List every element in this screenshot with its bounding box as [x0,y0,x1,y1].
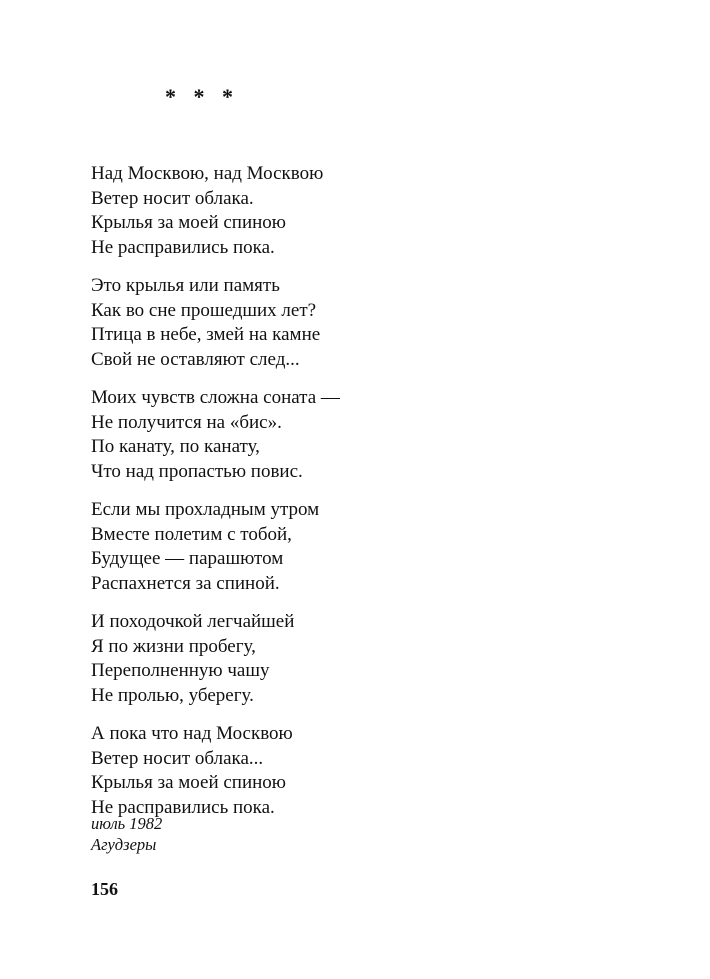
stanza-6 [91,722,651,820]
poem-line: Что над пропастью повис. [91,460,303,482]
poem-line: Крылья за моей спиною [91,772,287,793]
poem [91,162,651,834]
poem-line: Если мы прохладным утром [91,499,320,520]
page-number: 156 [91,879,118,899]
poem-line: Будущее — парашютом [91,548,284,569]
poem-line: Не расправились пока. [91,796,275,818]
poem-line: Ветер носит облака. [91,187,254,209]
poem-line: Не получится на «бис». [91,411,282,433]
poem-line: Не расправились пока. [91,236,275,258]
stanza-3 [91,386,651,484]
poem-line: А пока что над Москвою [91,723,293,744]
stanza-5 [91,610,651,708]
poem-line: Переполненную чашу [91,660,270,681]
poem-line: Это крылья или память [91,275,280,296]
poem-line: И походочкой легчайшей [91,611,295,632]
poem-line: Как во сне прошедших лет? [91,299,317,321]
stanza-2 [91,274,651,372]
stanza-1 [91,162,651,260]
signature-place: Агудзеры [91,835,157,854]
signature-date: июль 1982 [91,814,163,833]
stanza-4 [91,498,651,596]
section-ornament: * * * [165,84,239,109]
poem-line: По канату, по канату, [91,436,260,457]
poem-line: Не пролью, уберегу. [91,684,254,706]
poem-line: Ветер носит облака... [91,747,264,769]
poem-line: Вместе полетим с тобой, [91,523,292,545]
poem-line: Птица в небе, змей на камне [91,324,321,345]
poem-line: Я по жизни пробегу, [91,635,256,657]
poem-signature [91,813,162,855]
poem-line: Над Москвою, над Москвою [91,163,324,184]
poem-line: Свой не оставляют след... [91,348,300,370]
poem-line: Моих чувств сложна соната — [91,387,340,408]
poem-line: Крылья за моей спиною [91,212,287,233]
poem-line: Распахнется за спиной. [91,572,280,594]
